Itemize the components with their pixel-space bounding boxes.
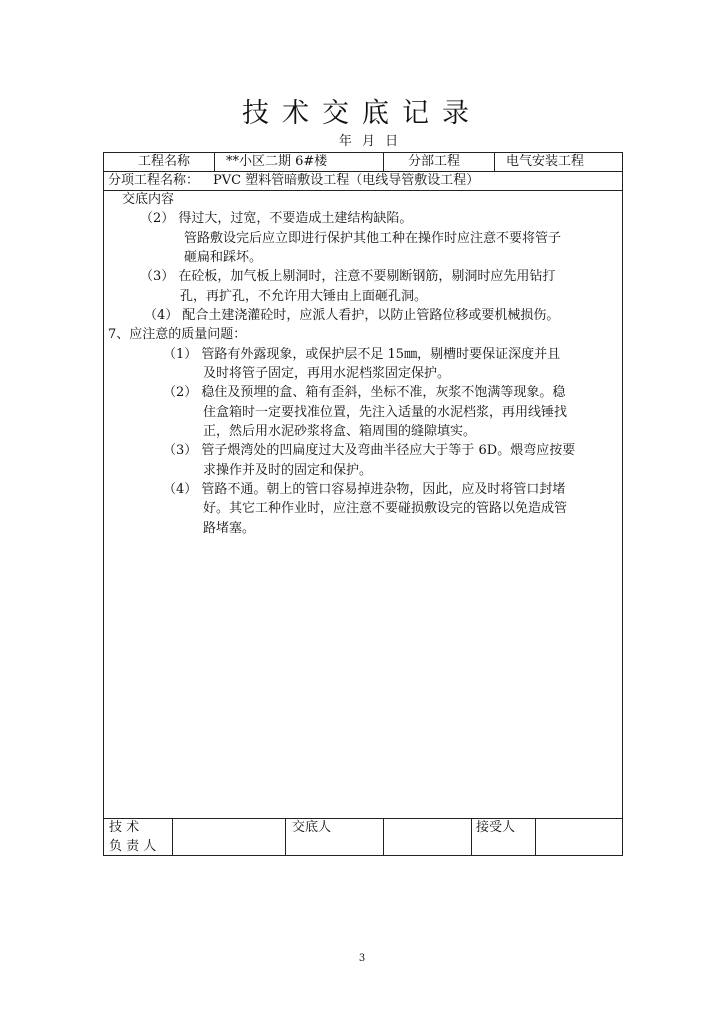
footer-col-divider-1 (172, 818, 173, 856)
content-line: （3） 管子煨湾处的凹扁度过大及弯曲半径应大于等于 6D。煨弯应按要 (163, 443, 576, 458)
page-number: 3 (358, 953, 366, 964)
footer-col-divider-3 (383, 818, 384, 856)
subitem-label: 分项工程名称： (108, 173, 200, 188)
header-col-divider-3 (494, 153, 495, 171)
content-line: 砸扁和踩坏。 (184, 250, 263, 265)
project-name-label: 工程名称 (138, 154, 191, 169)
division-value: 电气安装工程 (506, 154, 585, 169)
date-line: 年 月 日 (338, 134, 402, 149)
disclosure-form (103, 152, 623, 856)
content-line: 好。其它工种作业时，应注意不要碰损敷设完的管路以免造成管 (203, 501, 568, 516)
content-line: 管路敷设完后应立即进行保护其他工种在操作时应注意不要将管子 (184, 231, 562, 246)
content-line: 住盒箱时一定要找准位置，先注入适量的水泥档浆，再用线锤找 (203, 405, 568, 420)
header-col-divider-2 (383, 153, 384, 171)
subitem-value: PVC 塑料管暗敷设工程（电线导管敷设工程） (213, 173, 480, 188)
project-name-value: **小区二期 6#楼 (226, 154, 328, 169)
content-line: （3） 在砼板，加气板上剔洞时，注意不要剔断钢筋，剔洞时应先用钻打 (140, 269, 556, 284)
content-line: （4） 管路不通。朝上的管口容易掉进杂物，因此，应及时将管口封堵 (163, 482, 566, 497)
content-line: （1） 管路有外露现象，或保护层不足 15㎜，剔槽时要保证深度并且 (163, 347, 561, 362)
content-heading: 交底内容 (122, 192, 175, 207)
document-title: 技术交底记录 (242, 98, 482, 129)
content-line: 求操作并及时的固定和保护。 (203, 463, 373, 478)
content-line: 7、应注意的质量问题： (108, 327, 247, 342)
content-line: （2） 得过大，过宽，不要造成土建结构缺陷。 (140, 211, 413, 226)
tech-lead-label: 技 术 (109, 820, 140, 835)
footer-col-divider-4 (471, 818, 472, 856)
footer-col-divider-5 (535, 818, 536, 856)
subitem-divider (104, 190, 622, 191)
header-col-divider-1 (214, 153, 215, 171)
footer-col-divider-2 (285, 818, 286, 856)
content-line: （2） 稳住及预埋的盒、箱有歪斜，坐标不准，灰浆不饱满等现象。稳 (163, 385, 566, 400)
content-line: 正，然后用水泥砂浆将盒、箱周围的缝隙填实。 (203, 424, 477, 439)
footer-divider (104, 818, 622, 819)
content-line: （4） 配合土建浇灌砼时，应派人看护，以防止管路位移或要机械损伤。 (144, 308, 560, 323)
division-label: 分部工程 (408, 154, 461, 169)
content-line: 孔，再扩孔，不允许用大锤由上面砸孔洞。 (180, 289, 428, 304)
content-line: 及时将管子固定，再用水泥档浆固定保护。 (203, 366, 451, 381)
presenter-label: 交底人 (292, 820, 332, 835)
receiver-label: 接受人 (476, 820, 516, 835)
tech-lead-label-line-2: 负 责 人 (109, 839, 157, 854)
content-line: 路堵塞。 (203, 521, 256, 536)
